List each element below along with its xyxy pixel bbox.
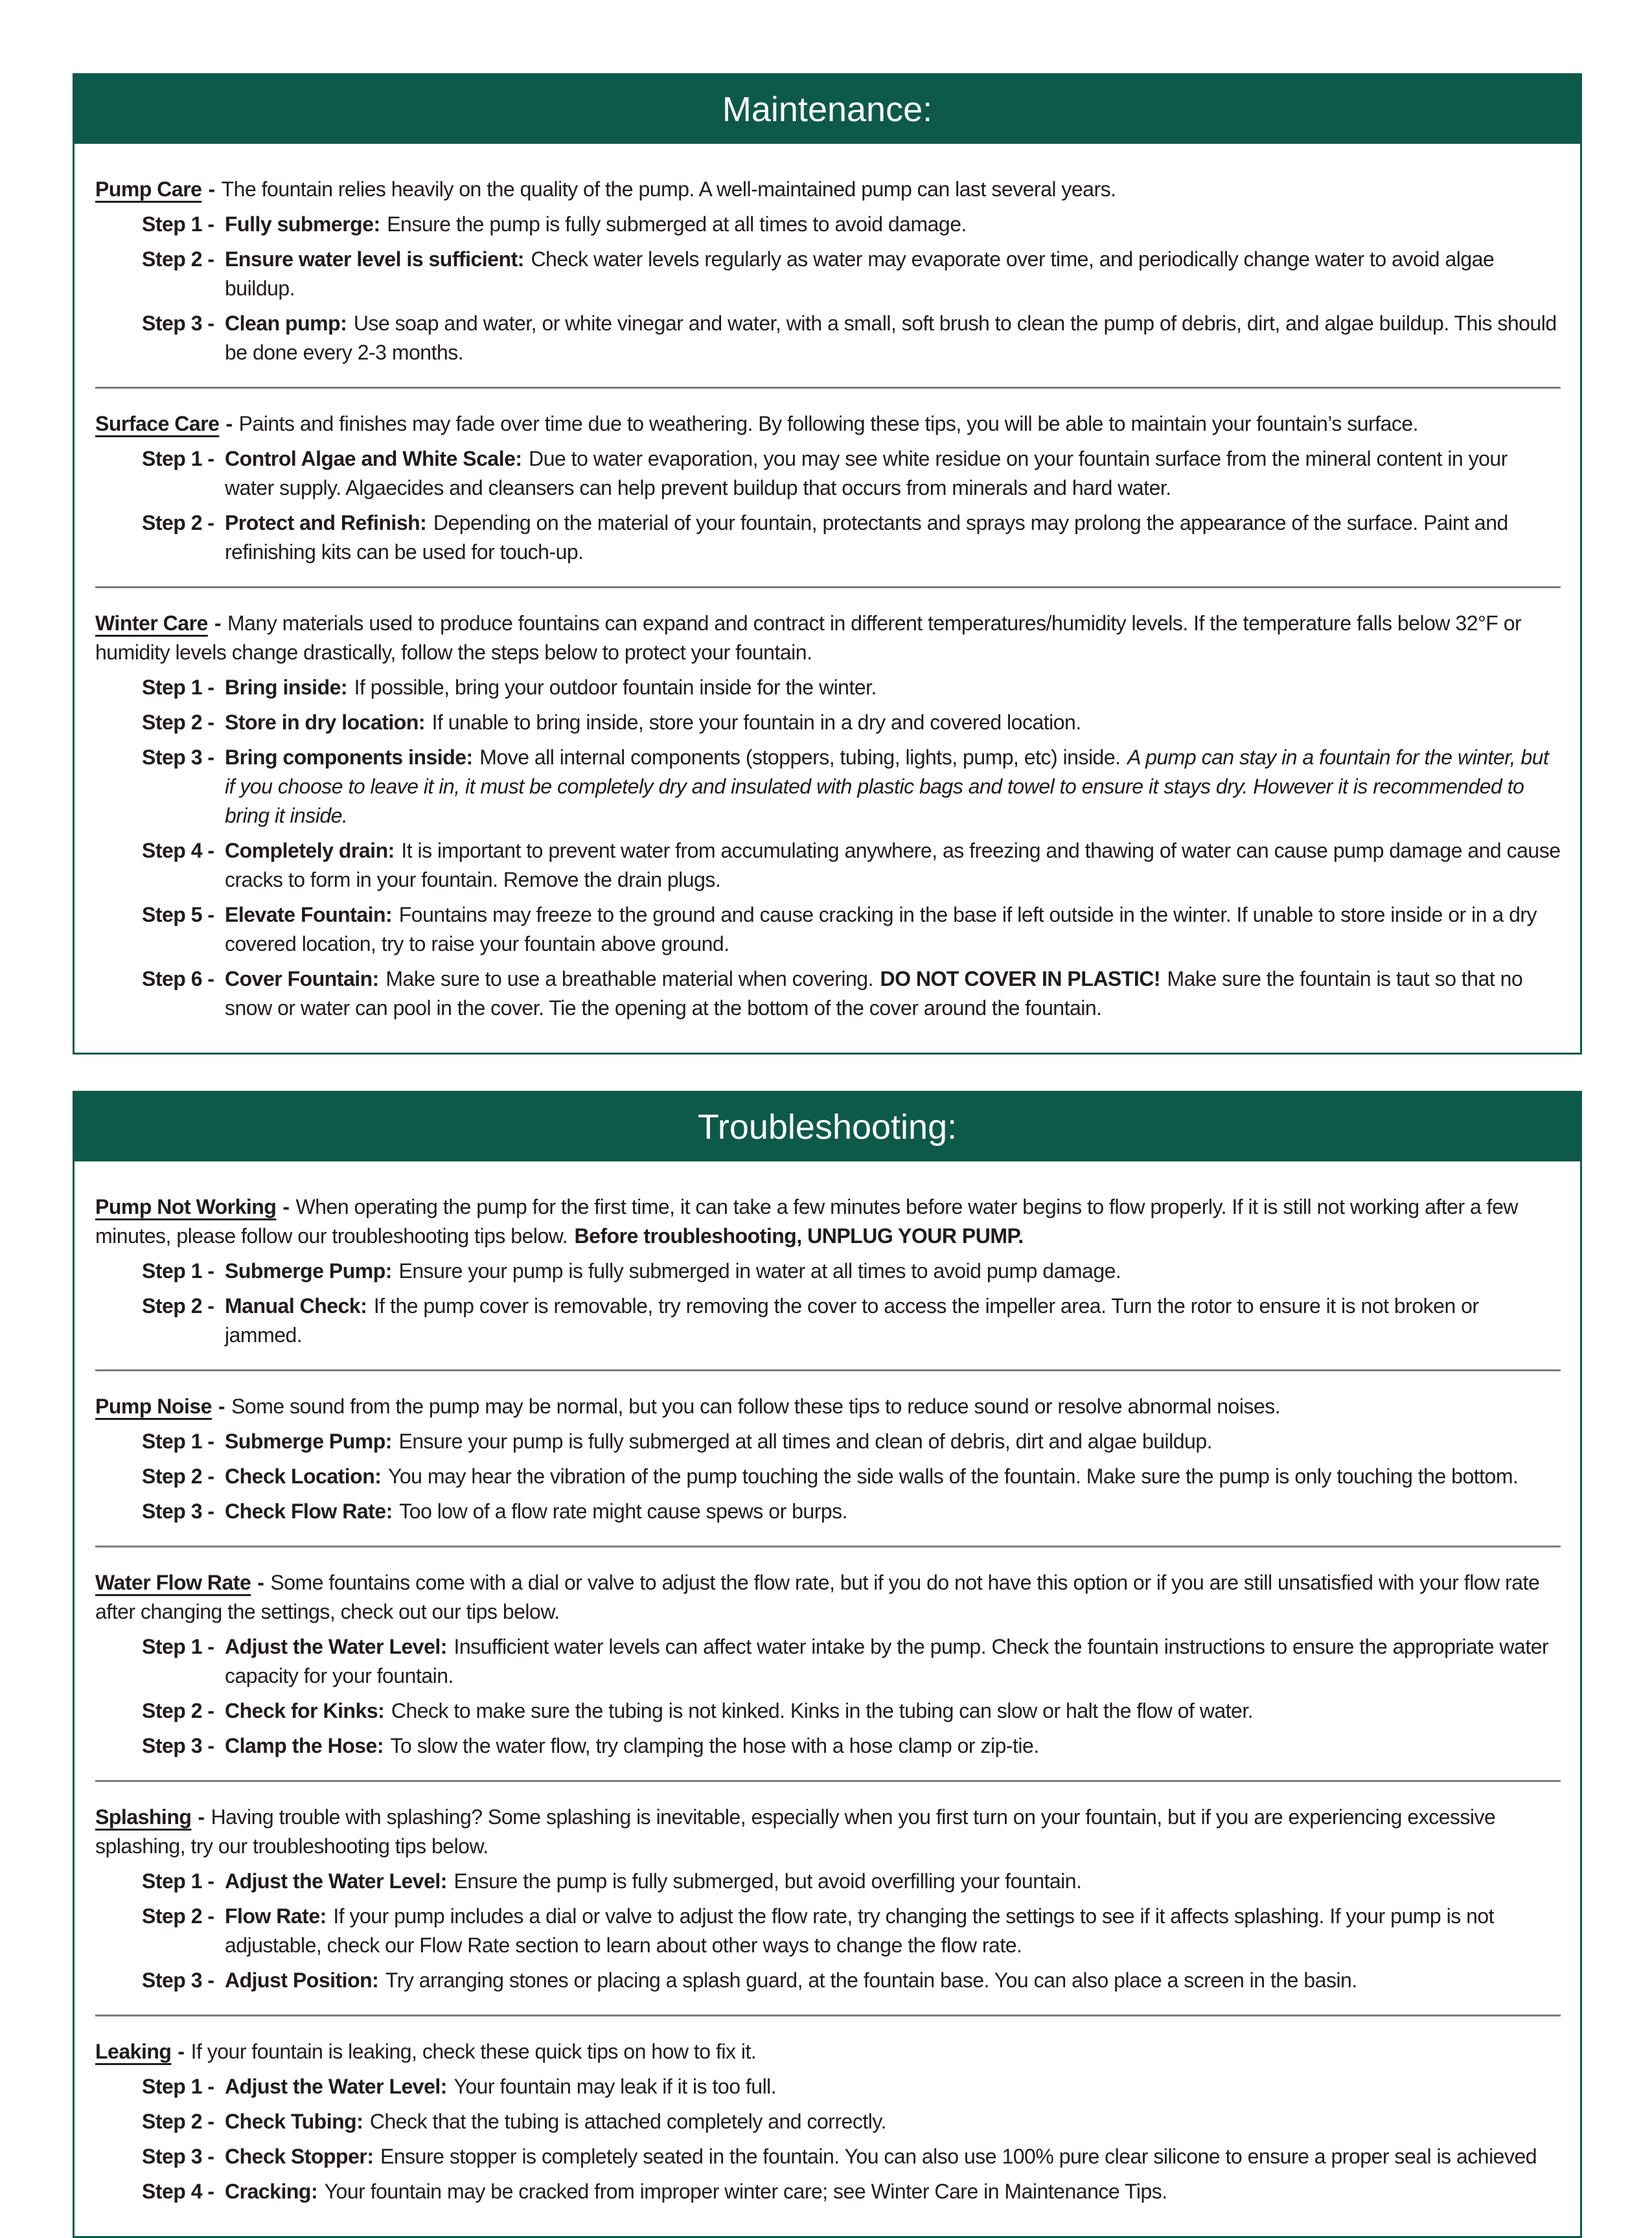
step-row (95, 836, 1561, 895)
maintenance-content (75, 144, 1580, 1053)
step-row (95, 708, 1561, 737)
step-term: Submerge Pump: (225, 1430, 392, 1453)
step-body (225, 210, 1561, 239)
step-term: Clean pump: (225, 312, 347, 335)
step-term: Ensure water level is sufficient: (225, 247, 524, 271)
step-body (225, 508, 1561, 567)
step-label: Step 2 - (142, 511, 214, 534)
step-body (225, 1696, 1561, 1726)
step-row (95, 309, 1561, 367)
step-text: Fountains may freeze to the ground and cause cracking in the base if left outside in the winter. If unable to store inside or in a dry covered location, try to raise your fountain above ground. (225, 903, 1537, 955)
section-divider (95, 1780, 1561, 1782)
step-body (225, 2177, 1561, 2206)
step-list (95, 1867, 1561, 1995)
section-pump-not-working (95, 1193, 1561, 1350)
step-label: Step 2 - (142, 1465, 214, 1488)
step-row (95, 1966, 1561, 1995)
step-label: Step 3 - (142, 1734, 214, 1757)
troubleshooting-header: Troubleshooting: (75, 1093, 1580, 1161)
step-body (225, 1731, 1561, 1761)
section-divider (95, 2015, 1561, 2016)
step-text: Ensure the pump is fully submerged at all times to avoid damage. (387, 212, 967, 236)
step-text: Make sure the fountain is taut so that no snow or water can pool in the cover. Tie the opening at the bottom of the cover around the fountain. (225, 967, 1523, 1020)
step-text: It is important to prevent water from accumulating anywhere, as freezing and thawing of water can cause pump damage and cause cracks to form in your fountain. Remove the drain plugs. (225, 839, 1561, 891)
step-row (95, 900, 1561, 959)
step-label: Step 3 - (142, 2145, 214, 2168)
step-term: Adjust Position: (225, 1969, 379, 1992)
step-term: Cover Fountain: (225, 967, 379, 990)
step-term: Submerge Pump: (225, 1259, 392, 1283)
step-row (95, 1902, 1561, 1960)
step-label: Step 2 - (142, 1904, 214, 1928)
step-body (225, 1902, 1561, 1960)
step-body (225, 245, 1561, 303)
step-list (95, 1427, 1561, 1526)
section-intro: Having trouble with splashing? Some splashing is inevitable, especially when you first turn on your fountain, but if you are experiencing excessive splashing, try our troubleshooting tips below. (95, 1805, 1496, 1858)
step-term: Adjust the Water Level: (225, 2075, 447, 2098)
step-term: Adjust the Water Level: (225, 1869, 447, 1893)
section-pump-care (95, 175, 1561, 367)
step-text-italic: A pump can stay in a fountain for the winter, but if you choose to leave it in, it must be completely dry and insulated with plastic bags and towel to ensure it stays dry. However it is recommended to bring it inside. (225, 746, 1549, 827)
step-label: Step 3 - (142, 312, 214, 335)
section-dash: - (257, 1571, 264, 1594)
step-term: Flow Rate: (225, 1904, 327, 1928)
step-body (225, 1427, 1561, 1456)
section-dash: - (198, 1805, 205, 1829)
section-heading (95, 1392, 1561, 1421)
step-label: Step 2 - (142, 1294, 214, 1318)
step-text: You may hear the vibration of the pump touching the side walls of the fountain. Make sure the pump is only touching the bottom. (387, 1465, 1519, 1488)
step-label: Step 1 - (142, 676, 214, 699)
step-row (95, 673, 1561, 702)
step-text: Try arranging stones or placing a splash guard, at the fountain base. You can also place a screen in the basin. (385, 1969, 1357, 1992)
step-list (95, 2072, 1561, 2206)
section-dash: - (208, 177, 215, 201)
step-row (95, 2177, 1561, 2206)
step-body (225, 1966, 1561, 1995)
step-term: Check Stopper: (225, 2145, 374, 2168)
step-text: Ensure stopper is completely seated in the fountain. You can also use 100% pure clear silicone to ensure a proper seal is achieved (380, 2145, 1537, 2168)
section-heading (95, 2037, 1561, 2066)
section-dash: - (282, 1195, 290, 1218)
step-label: Step 4 - (142, 839, 214, 862)
step-list (95, 673, 1561, 1023)
section-title: Water Flow Rate (95, 1571, 251, 1594)
section-title: Surface Care (95, 412, 220, 435)
step-label: Step 1 - (142, 212, 214, 236)
step-term: Completely drain: (225, 839, 395, 862)
section-heading (95, 1568, 1561, 1627)
step-row (95, 508, 1561, 567)
step-term: Control Algae and White Scale: (225, 447, 522, 470)
troubleshooting-content (75, 1161, 1580, 2236)
section-intro: Some sound from the pump may be normal, but you can follow these tips to reduce sound or resolve abnormal noises. (231, 1395, 1281, 1418)
step-text-bold: DO NOT COVER IN PLASTIC! (880, 967, 1160, 990)
step-text: Check water levels regularly as water may evaporate over time, and periodically change water to avoid algae buildup. (225, 247, 1495, 300)
section-title: Pump Not Working (95, 1195, 277, 1218)
step-label: Step 1 - (142, 1430, 214, 1453)
step-term: Clamp the Hose: (225, 1734, 384, 1757)
section-intro: The fountain relies heavily on the quality of the pump. A well-maintained pump can last several years. (221, 177, 1116, 201)
step-body (225, 444, 1561, 503)
step-term: Store in dry location: (225, 711, 426, 734)
step-body (225, 2142, 1561, 2171)
step-text: If possible, bring your outdoor fountain inside for the winter. (354, 676, 877, 699)
step-text: Too low of a flow rate might cause spews or burps. (399, 1500, 848, 1523)
step-list (95, 1257, 1561, 1350)
section-title: Winter Care (95, 611, 208, 635)
step-label: Step 2 - (142, 1699, 214, 1722)
step-row (95, 1867, 1561, 1896)
step-label: Step 3 - (142, 746, 214, 769)
step-label: Step 1 - (142, 447, 214, 470)
section-surface-care (95, 409, 1561, 567)
section-title: Pump Noise (95, 1395, 212, 1418)
step-text: Depending on the material of your fountain, protectants and sprays may prolong the appearance of the surface. Paint and refinishing kits can be used for touch-up. (225, 511, 1508, 564)
step-body (225, 1462, 1561, 1491)
step-label: Step 3 - (142, 1500, 214, 1523)
step-row (95, 245, 1561, 303)
section-heading (95, 409, 1561, 439)
section-divider (95, 387, 1561, 389)
step-term: Check for Kinks: (225, 1699, 385, 1722)
step-body (225, 1292, 1561, 1350)
step-row (95, 743, 1561, 830)
step-label: Step 2 - (142, 247, 214, 271)
step-text: Use soap and water, or white vinegar and water, with a small, soft brush to clean the pump of debris, dirt, and algae buildup. This should be done every 2-3 months. (225, 312, 1557, 364)
manual-page (0, 73, 1652, 2211)
step-term: Check Location: (225, 1465, 382, 1488)
step-term: Protect and Refinish: (225, 511, 427, 534)
section-title: Splashing (95, 1805, 192, 1829)
step-row (95, 1731, 1561, 1761)
step-row (95, 2142, 1561, 2171)
step-term: Check Flow Rate: (225, 1500, 393, 1523)
section-intro: Some fountains come with a dial or valve to adjust the flow rate, but if you do not have this option or if you are still unsatisfied with your flow rate after changing the settings, check out our tips below. (95, 1571, 1540, 1623)
step-term: Bring inside: (225, 676, 348, 699)
step-body (225, 1632, 1561, 1691)
step-label: Step 4 - (142, 2180, 214, 2203)
section-heading (95, 175, 1561, 204)
step-body (225, 1257, 1561, 1286)
step-label: Step 1 - (142, 2075, 214, 2098)
step-label: Step 2 - (142, 2110, 214, 2133)
section-winter-care (95, 609, 1561, 1023)
step-row (95, 1292, 1561, 1350)
step-text: Check to make sure the tubing is not kinked. Kinks in the tubing can slow or halt the flow of water. (391, 1699, 1254, 1722)
step-body (225, 900, 1561, 959)
step-body (225, 2107, 1561, 2136)
step-body (225, 743, 1561, 830)
section-dash: - (218, 1395, 225, 1418)
step-row (95, 1497, 1561, 1526)
section-intro: If your fountain is leaking, check these quick tips on how to fix it. (190, 2040, 757, 2063)
section-pump-noise (95, 1392, 1561, 1526)
section-heading (95, 609, 1561, 667)
section-heading (95, 1803, 1561, 1861)
step-list (95, 444, 1561, 567)
section-heading (95, 1193, 1561, 1251)
step-row (95, 210, 1561, 239)
step-text: Your fountain may be cracked from improper winter care; see Winter Care in Maintenance Tips. (324, 2180, 1167, 2203)
maintenance-box (73, 73, 1582, 1055)
section-title: Pump Care (95, 177, 202, 201)
section-intro: When operating the pump for the first time, it can take a few minutes before water begins to flow properly. If it is still not working after a few minutes, please follow our troubleshooting tips below. (95, 1195, 1518, 1248)
step-label: Step 1 - (142, 1259, 214, 1283)
step-term: Fully submerge: (225, 212, 380, 236)
step-body (225, 2072, 1561, 2101)
step-text: Due to water evaporation, you may see white residue on your fountain surface from the mineral content in your water supply. Algaecides and cleansers can help prevent buildup that occurs from minerals and hard water. (225, 447, 1508, 499)
step-text: To slow the water flow, try clamping the hose with a hose clamp or zip-tie. (390, 1734, 1039, 1757)
step-row (95, 2107, 1561, 2136)
section-divider (95, 1369, 1561, 1371)
step-row (95, 1257, 1561, 1286)
step-text: Ensure your pump is fully submerged at all times and clean of debris, dirt and algae buildup. (398, 1430, 1213, 1453)
step-label: Step 5 - (142, 903, 214, 926)
step-body (225, 1497, 1561, 1526)
step-text: Check that the tubing is attached completely and correctly. (369, 2110, 886, 2133)
step-text: If the pump cover is removable, try removing the cover to access the impeller area. Turn the rotor to ensure it is not broken or jammed. (225, 1294, 1479, 1347)
step-body (225, 836, 1561, 895)
section-splashing (95, 1803, 1561, 1995)
step-text: Ensure your pump is fully submerged in water at all times to avoid pump damage. (398, 1259, 1121, 1283)
step-term: Check Tubing: (225, 2110, 363, 2133)
section-divider (95, 586, 1561, 588)
section-divider (95, 1546, 1561, 1547)
step-row (95, 1696, 1561, 1726)
step-body (225, 673, 1561, 702)
troubleshooting-box (73, 1091, 1582, 2238)
step-row (95, 2072, 1561, 2101)
step-body (225, 965, 1561, 1023)
section-leaking (95, 2037, 1561, 2206)
step-list (95, 210, 1561, 367)
step-row (95, 1427, 1561, 1456)
step-term: Adjust the Water Level: (225, 1635, 447, 1658)
maintenance-header: Maintenance: (75, 75, 1580, 144)
section-water-flow-rate (95, 1568, 1561, 1761)
step-term: Manual Check: (225, 1294, 367, 1318)
step-label: Step 3 - (142, 1969, 214, 1992)
section-intro-bold: Before troubleshooting, UNPLUG YOUR PUMP. (574, 1224, 1024, 1248)
step-label: Step 6 - (142, 967, 214, 990)
step-row (95, 965, 1561, 1023)
step-text: Move all internal components (stoppers, tubing, lights, pump, etc) inside. (479, 746, 1121, 769)
step-term: Cracking: (225, 2180, 318, 2203)
step-term: Elevate Fountain: (225, 903, 393, 926)
step-text: If your pump includes a dial or valve to adjust the flow rate, try changing the settings to see if it affects splashing. If your pump is not adjustable, check our Flow Rate section to learn about other ways to change the flow rate. (225, 1904, 1495, 1957)
step-term: Bring components inside: (225, 746, 473, 769)
step-body (225, 1867, 1561, 1896)
step-label: Step 1 - (142, 1635, 214, 1658)
section-dash: - (178, 2040, 185, 2063)
section-intro: Many materials used to produce fountains can expand and contract in different temperatures/humidity levels. If the temperature falls below 32°F or humidity levels change drastically, follow the steps below to protect your fountain. (95, 611, 1522, 664)
step-row (95, 1632, 1561, 1691)
step-label: Step 2 - (142, 711, 214, 734)
section-dash: - (214, 611, 221, 635)
step-list (95, 1632, 1561, 1761)
step-text: If unable to bring inside, store your fountain in a dry and covered location. (431, 711, 1081, 734)
section-intro: Paints and finishes may fade over time due to weathering. By following these tips, you will be able to maintain your fountain’s surface. (238, 412, 1419, 435)
step-row (95, 444, 1561, 503)
step-body (225, 309, 1561, 367)
step-text: Your fountain may leak if it is too full. (453, 2075, 777, 2098)
step-text: Ensure the pump is fully submerged, but avoid overfilling your fountain. (453, 1869, 1082, 1893)
step-row (95, 1462, 1561, 1491)
section-title: Leaking (95, 2040, 172, 2063)
section-dash: - (225, 412, 233, 435)
step-label: Step 1 - (142, 1869, 214, 1893)
step-text: Make sure to use a breathable material when covering. (385, 967, 873, 990)
step-body (225, 708, 1561, 737)
step-text: Insufficient water levels can affect water intake by the pump. Check the fountain instructions to ensure the appropriate water capacity for your fountain. (225, 1635, 1549, 1687)
